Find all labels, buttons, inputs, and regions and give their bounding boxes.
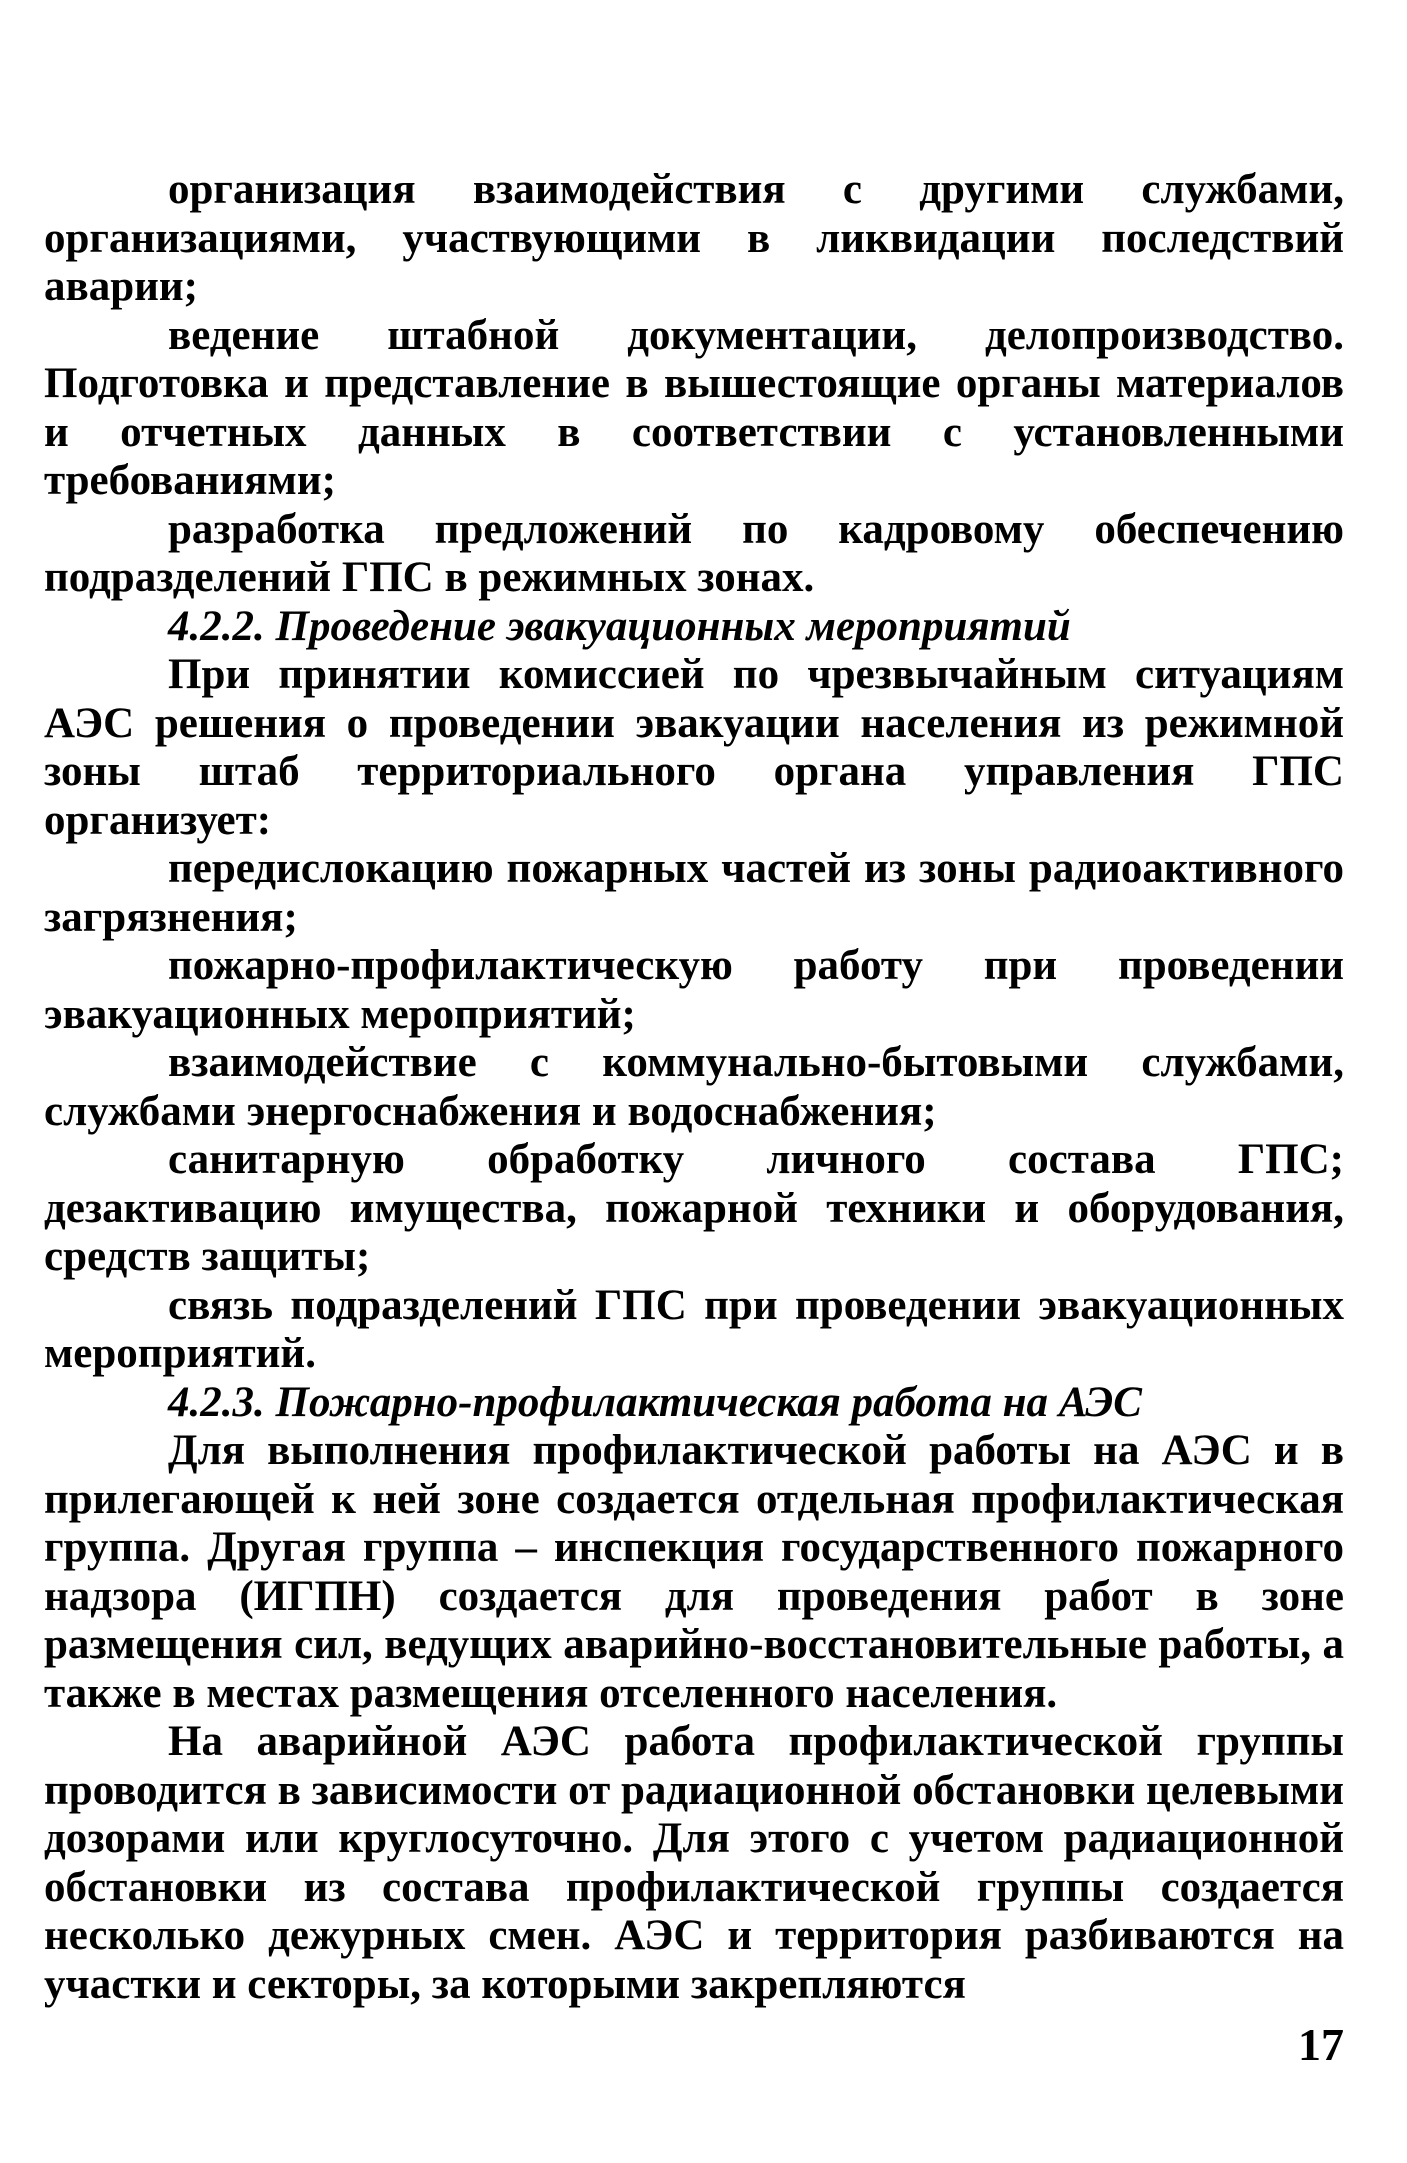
paragraph-communication: связь подразделений ГПС при проведении эвакуационных мероприятий. — [44, 1281, 1344, 1377]
paragraph-decontamination: санитарную обработку личного состава ГПС; дезактивацию имущества, пожарной техники и оборудования, средств защиты; — [44, 1136, 1344, 1280]
paragraph-evacuation-intro: При принятии комиссией по чрезвычайным ситуациям АЭС решения о проведении эвакуации населения из режимной зоны штаб территориального органа управления ГПС организует: — [44, 651, 1344, 844]
paragraph-utility-services: взаимодействие с коммунально-бытовыми службами, службами энергоснабжения и водоснабжения; — [44, 1039, 1344, 1135]
paragraph-duty-shifts: На аварийной АЭС работа профилактической группы проводится в зависимости от радиационной обстановки целевыми дозорами или круглосуточно. Для этого с учетом радиационной обстановки из состава профилактической группы создается несколько дежурных смен. АЭС и территория разбиваются на участки и секторы, за которыми закрепляются — [44, 1718, 1344, 2008]
paragraph-documentation: ведение штабной документации, делопроизводство. Подготовка и представление в вышестоящие органы материалов и отчетных данных в соответствии с установленными требованиями; — [44, 311, 1344, 504]
paragraph-staffing: разработка предложений по кадровому обеспечению подразделений ГПС в режимных зонах. — [44, 505, 1344, 601]
section-heading-4-2-3: 4.2.3. Пожарно-профилактическая работа на АЭС — [168, 1378, 1142, 1426]
page-body — [44, 166, 1344, 2009]
section-heading-4-2-2: 4.2.2. Проведение эвакуационных мероприятий — [168, 602, 1071, 650]
paragraph-fire-prevention: пожарно-профилактическую работу при проведении эвакуационных мероприятий; — [44, 942, 1344, 1038]
page-number: 17 — [1298, 2019, 1344, 2070]
paragraph-interaction: организация взаимодействия с другими службами, организациями, участвующими в ликвидации последствий аварии; — [44, 166, 1344, 310]
paragraph-relocation: передислокацию пожарных частей из зоны радиоактивного загрязнения; — [44, 845, 1344, 941]
paragraph-prevention-group: Для выполнения профилактической работы на АЭС и в прилегающей к ней зоне создается отдельная профилактическая группа. Другая группа – инспекция государственного пожарного надзора (ИГПН) создается для проведения работ в зоне размещения сил, ведущих аварийно-восстановительные работы, а также в местах размещения отселенного населения. — [44, 1427, 1344, 1717]
